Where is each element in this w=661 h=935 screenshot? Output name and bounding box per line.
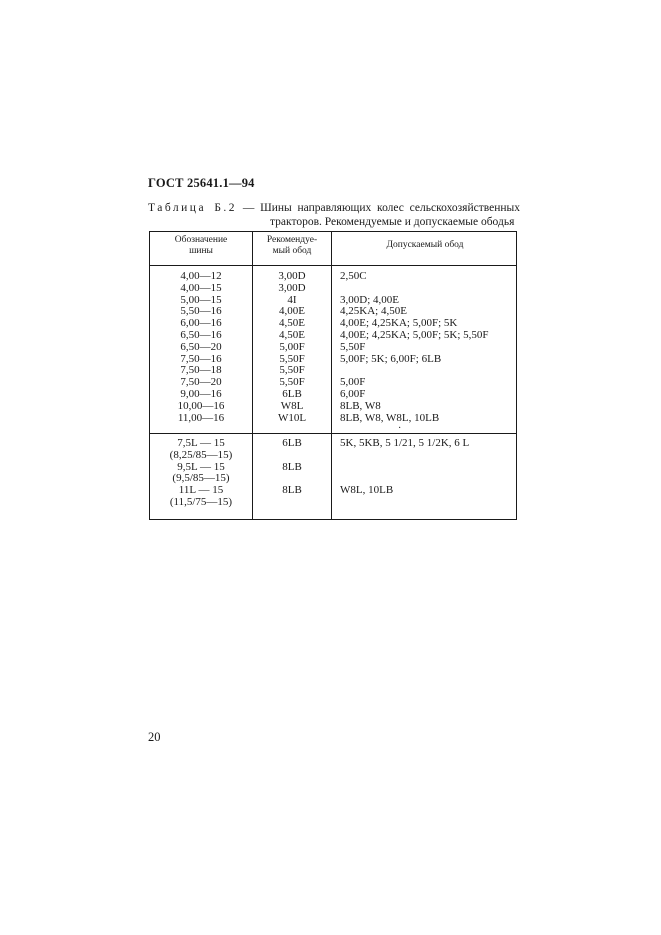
tire-cell: 9,5L — 15 bbox=[177, 460, 225, 473]
rim-table bbox=[149, 231, 517, 520]
tire-cell: (11,5/75—15) bbox=[169, 495, 233, 508]
document-standard-header: ГОСТ 25641.1—94 bbox=[148, 176, 255, 190]
permitted-cell: 8LB, W8, W8L, 10LB bbox=[340, 411, 440, 424]
tire-cell: 7,50—20 bbox=[180, 376, 222, 389]
tire-cell: (9,5/85—15) bbox=[172, 472, 230, 485]
tire-cell: 4,00—15 bbox=[180, 281, 222, 294]
tire-cell: (8,25/85—15) bbox=[169, 448, 233, 461]
header-tire-line-2: шины bbox=[189, 246, 213, 256]
recommended-cell: 8LB bbox=[282, 484, 302, 497]
permitted-cell: 5,50F bbox=[340, 340, 366, 353]
recommended-cell: 4,50E bbox=[279, 317, 305, 330]
caption-dash: — bbox=[237, 202, 261, 214]
recommended-cell: 6LB bbox=[282, 387, 302, 400]
tire-cell: 6,50—16 bbox=[180, 328, 222, 341]
recommended-cell: 5,00F bbox=[279, 340, 305, 353]
tire-cell: 6,50—20 bbox=[180, 340, 222, 353]
recommended-cell bbox=[253, 497, 331, 509]
permitted-cell bbox=[340, 497, 516, 509]
permitted-cell bbox=[340, 462, 516, 474]
table-caption bbox=[148, 201, 520, 229]
tire-cell: 7,50—16 bbox=[180, 352, 222, 365]
header-tire-designation bbox=[150, 235, 252, 257]
permitted-cell: 4,25KA; 4,50E bbox=[340, 305, 407, 318]
recommended-cell: 4I bbox=[287, 293, 297, 306]
caption-line-1 bbox=[148, 201, 520, 215]
tire-cell: 7,5L — 15 bbox=[177, 437, 225, 449]
recommended-cell: 3,00D bbox=[278, 270, 306, 282]
column-divider bbox=[331, 232, 332, 519]
tire-cell: 11,00—16 bbox=[177, 411, 225, 424]
section2-recommended-column bbox=[253, 438, 331, 509]
permitted-cell: W8L, 10LB bbox=[340, 484, 394, 497]
recommended-cell: 4,50E bbox=[279, 328, 305, 341]
permitted-cell: 5K, 5KB, 5 1/21, 5 1/2K, 6 L bbox=[340, 437, 470, 449]
recommended-cell: 5,50F bbox=[279, 364, 305, 377]
caption-text-1: Шины направляющих колес сельскохозяйственных bbox=[260, 202, 520, 214]
permitted-cell bbox=[340, 283, 516, 295]
header-recommended-line-1: Рекомендуе- bbox=[266, 235, 318, 245]
tire-cell: 6,00—16 bbox=[180, 317, 222, 330]
recommended-cell: 5,50F bbox=[279, 352, 305, 365]
permitted-cell: 8LB, W8 bbox=[340, 399, 381, 412]
permitted-cell: 5,00F bbox=[340, 376, 366, 389]
caption-label: Таблица Б.2 bbox=[148, 202, 238, 214]
tire-cell: 7,50—18 bbox=[180, 364, 222, 377]
header-recommended-rim bbox=[253, 235, 331, 257]
recommended-cell: 6LB bbox=[282, 437, 302, 449]
permitted-cell: 5,00F; 5K; 6,00F; 6LB bbox=[340, 352, 442, 365]
recommended-cell: W8L bbox=[280, 399, 304, 412]
tire-cell: 5,50—16 bbox=[180, 305, 222, 318]
section-divider bbox=[150, 433, 516, 434]
header-tire-line-1: Обозначение bbox=[174, 235, 228, 245]
tire-cell: 5,00—15 bbox=[180, 293, 222, 306]
caption-line-2: тракторов. Рекомендуемые и допускаемые ободья bbox=[270, 216, 515, 228]
recommended-cell: 3,00D bbox=[278, 281, 306, 294]
permitted-cell: 3,00D; 4,00E bbox=[340, 293, 399, 306]
tire-cell: 4,00—12 bbox=[180, 270, 222, 282]
section1-tire-column bbox=[150, 271, 252, 424]
tire-cell: 11L — 15 bbox=[178, 484, 224, 497]
permitted-cell bbox=[340, 450, 516, 462]
recommended-cell: W10L bbox=[277, 411, 307, 424]
permitted-cell bbox=[340, 365, 516, 377]
permitted-cell: 4,00E; 4,25KA; 5,00F; 5K; 5,50F bbox=[340, 328, 489, 341]
recommended-cell: 5,50F bbox=[279, 376, 305, 389]
tire-cell: 10,00—16 bbox=[177, 399, 225, 412]
recommended-cell: 8LB bbox=[282, 460, 302, 473]
header-permitted-rim: Допускаемый обод bbox=[386, 240, 464, 250]
section2-permitted-column bbox=[340, 438, 516, 509]
section1-permitted-column bbox=[340, 271, 516, 424]
recommended-cell: 4,00E bbox=[279, 305, 305, 318]
section1-recommended-column bbox=[253, 271, 331, 424]
page-number: 20 bbox=[148, 730, 161, 744]
permitted-cell: 4,00E; 4,25KA; 5,00F; 5K bbox=[340, 317, 458, 330]
header-divider bbox=[150, 265, 516, 266]
tire-cell: 9,00—16 bbox=[180, 387, 222, 400]
permitted-cell: 2,50C bbox=[340, 270, 367, 282]
permitted-cell: 6,00F bbox=[340, 387, 366, 400]
section2-tire-column bbox=[150, 438, 252, 509]
recommended-cell bbox=[253, 450, 331, 462]
scan-speck: · bbox=[398, 423, 402, 434]
header-recommended-line-2: мый обод bbox=[272, 246, 312, 256]
